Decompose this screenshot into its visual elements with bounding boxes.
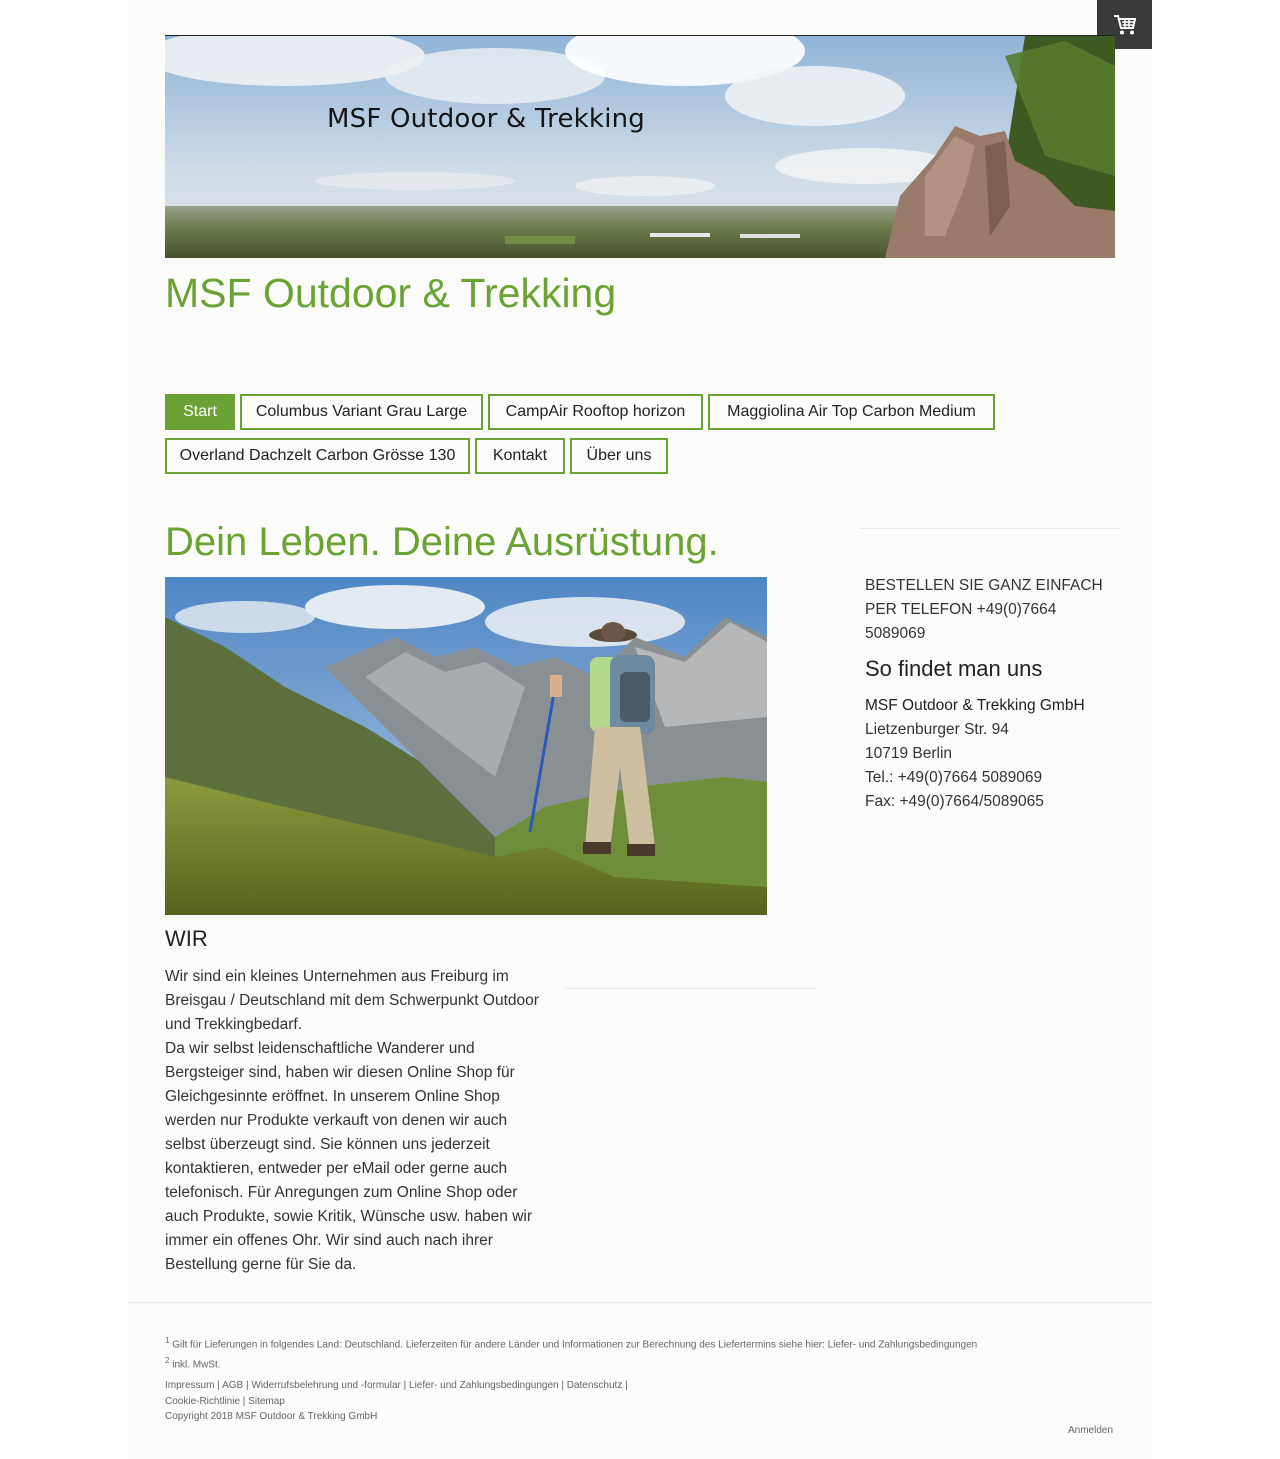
footnote-delivery (165, 1333, 977, 1353)
phone-number: Tel.: +49(0)7664 5089069 (865, 769, 1043, 786)
footer-link-cookie[interactable]: Cookie-Richtlinie (165, 1395, 241, 1407)
header-banner (165, 35, 1115, 258)
footer-links-row-2 (165, 1394, 665, 1410)
nav-item-campair-rooftop[interactable]: CampAir Rooftop horizon (488, 394, 703, 430)
hiker-image (165, 577, 767, 915)
footer-link-agb[interactable]: AGB (222, 1380, 244, 1391)
footer-links-row-1 (165, 1378, 665, 1394)
nav-item-columbus-variant[interactable]: Columbus Variant Grau Large (240, 394, 483, 430)
header-logo-text: MSF Outdoor & Trekking (327, 104, 645, 134)
shopping-cart-icon (1113, 14, 1137, 36)
nav-item-overland-dachzelt[interactable]: Overland Dachzelt Carbon Grösse 130 (165, 438, 470, 474)
footer-links (165, 1378, 665, 1425)
footer-link-widerruf[interactable]: Widerrufsbelehrung und -formular (251, 1380, 401, 1391)
footer-separator: | (243, 1380, 252, 1391)
company-name: MSF Outdoor & Trekking GmbH (865, 697, 1085, 714)
sidebar-heading: So findet man uns (865, 656, 1043, 681)
footnote-marker: 1 (165, 1336, 170, 1345)
footer-separator: | (240, 1395, 249, 1407)
address-street: Lietzenburger Str. 94 (865, 721, 1009, 738)
login-link[interactable]: Anmelden (1068, 1425, 1114, 1436)
footnote-text: Gilt für Lieferungen in folgendes Land: Deutschland. Lieferzeiten für andere Länder und Informationen zur Berechnung des Liefertermins siehe hier: Liefer- und Zahlungsbedingungen (169, 1339, 978, 1351)
footer-separator: | (622, 1380, 628, 1391)
order-by-phone-text: BESTELLEN SIE GANZ EINFACH PER TELEFON +49(0)7664 5089069 (865, 577, 1103, 642)
section-title-wir: WIR (165, 926, 208, 951)
copyright: Copyright 2018 MSF Outdoor & Trekking GmbH (165, 1411, 378, 1422)
about-paragraph-2: Da wir selbst leidenschaftliche Wanderer und Bergsteiger sind, haben wir diesen Online Shop für Gleichgesinnte eröffnet. In unserem Online Shop werden nur Produkte verkauft von denen wir auch selbst überzeugt sind. Sie können uns jederzeit kontaktieren, entweder per eMail oder gerne auch telefonisch. Für Anregungen zum Online Shop oder auch Produkte, sowie Kritik, Wünsche usw. haben wir immer ein offenes Ohr. Wir sind auch nach ihrer Bestellung gerne für Sie da. (165, 1040, 533, 1273)
address-city: 10719 Berlin (865, 745, 953, 762)
about-text (165, 965, 545, 1277)
footer-link-sitemap[interactable]: Sitemap (248, 1395, 285, 1407)
sidebar-divider (860, 528, 1120, 529)
footnote-vat (165, 1353, 977, 1373)
header-landscape-image (165, 36, 1115, 258)
nav-item-maggiolina-air-top[interactable]: Maggiolina Air Top Carbon Medium (708, 394, 995, 430)
footer-link-impressum[interactable]: Impressum (165, 1380, 215, 1391)
site-title[interactable]: MSF Outdoor & Trekking (165, 270, 617, 316)
footer-link-liefer-zahlung[interactable]: Liefer- und Zahlungsbedingungen (409, 1380, 559, 1391)
footer-separator: | (214, 1380, 223, 1391)
footer-separator: | (400, 1380, 410, 1391)
sidebar (865, 574, 1115, 814)
footnote-text: inkl. MwSt. (169, 1359, 221, 1371)
about-paragraph-1: Wir sind ein kleines Unternehmen aus Freiburg im Breisgau / Deutschland mit dem Schwerpunkt Outdoor und Trekkingbedarf. (165, 968, 539, 1033)
footer-separator: | (558, 1380, 567, 1391)
fax-number: Fax: +49(0)7664/5089065 (865, 793, 1044, 810)
nav-item-kontakt[interactable]: Kontakt (475, 438, 565, 474)
main-heading: Dein Leben. Deine Ausrüstung. (165, 520, 719, 564)
footer-divider (128, 1302, 1152, 1303)
content-divider (565, 988, 815, 989)
nav-item-start[interactable]: Start (165, 394, 235, 430)
footer-link-datenschutz[interactable]: Datenschutz (566, 1380, 623, 1391)
nav-item-ueber-uns[interactable]: Über uns (570, 438, 668, 474)
footnotes (165, 1333, 977, 1374)
footnote-marker: 2 (165, 1356, 170, 1366)
